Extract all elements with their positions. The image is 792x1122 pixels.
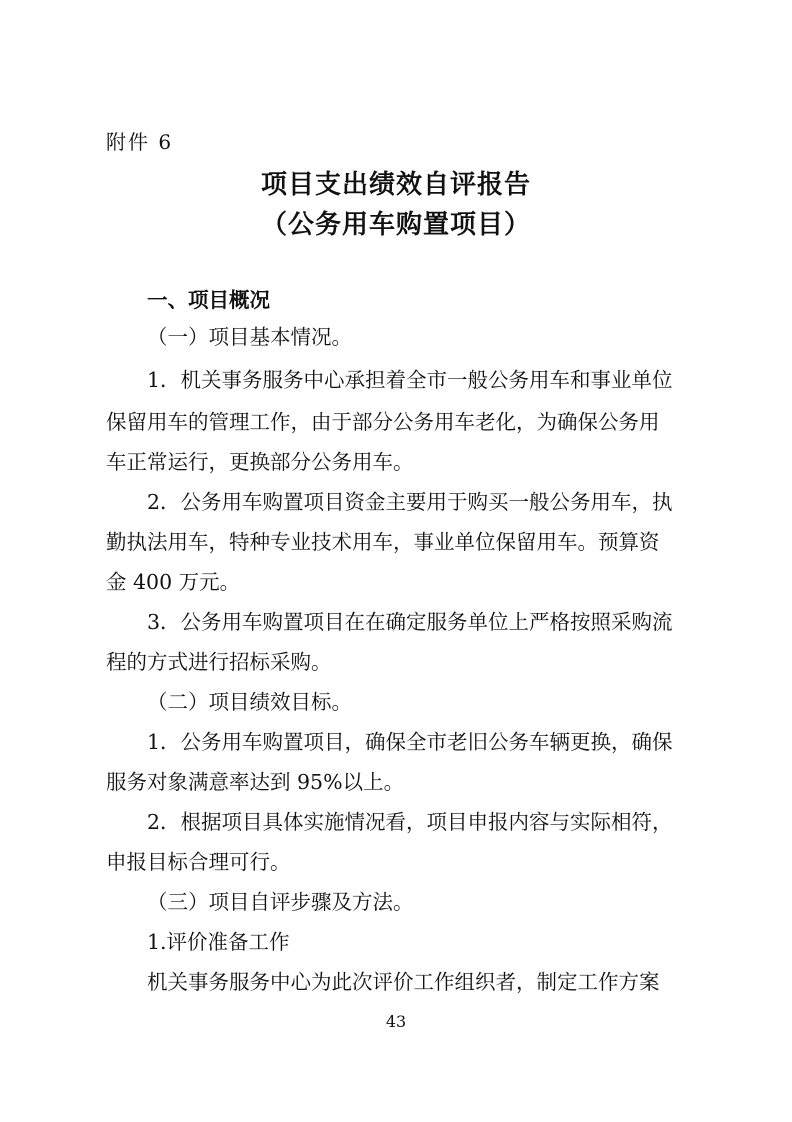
paragraph-line: 3．公务用车购置项目在在确定服务单位上严格按照采购流 [147, 610, 673, 634]
paragraph-line: 1．机关事务服务中心承担着全市一般公务用车和事业单位 [147, 368, 673, 392]
paragraph-line: 服务对象满意率达到 95%以上。 [106, 770, 405, 794]
paragraph-line: 2．公务用车购置项目资金主要用于购买一般公务用车，执 [147, 490, 673, 514]
paragraph-line: 车正常运行，更换部分公务用车。 [106, 450, 414, 474]
paragraph-line: 2．根据项目具体实施情况看，项目申报内容与实际相符， [147, 810, 673, 834]
paragraph-line: 勤执法用车，特种专业技术用车，事业单位保留用车。预算资 [106, 530, 660, 554]
subheading-basic-info: （一）项目基本情况。 [147, 325, 352, 349]
subheading-performance-goals: （二）项目绩效目标。 [147, 690, 352, 714]
paragraph-line: 程的方式进行招标采购。 [106, 650, 332, 674]
page-number: 43 [385, 1012, 407, 1031]
paragraph-line: 申报目标合理可行。 [106, 850, 291, 874]
paragraph-line: 1．公务用车购置项目，确保全市老旧公务车辆更换，确保 [147, 730, 673, 754]
paragraph-line: 保留用车的管理工作，由于部分公务用车老化，为确保公务用 [106, 410, 660, 434]
report-subtitle: （公务用车购置项目） [260, 210, 531, 240]
attachment-label: 附件 6 [106, 130, 174, 154]
report-title: 项目支出绩效自评报告 [260, 170, 531, 200]
paragraph-line: 1.评价准备工作 [147, 930, 290, 954]
paragraph-line: 机关事务服务中心为此次评价工作组织者，制定工作方案 [147, 970, 660, 994]
section-heading-overview: 一、项目概况 [147, 288, 270, 312]
paragraph-line: 金 400 万元。 [106, 570, 241, 594]
subheading-evaluation-steps: （三）项目自评步骤及方法。 [147, 890, 414, 914]
